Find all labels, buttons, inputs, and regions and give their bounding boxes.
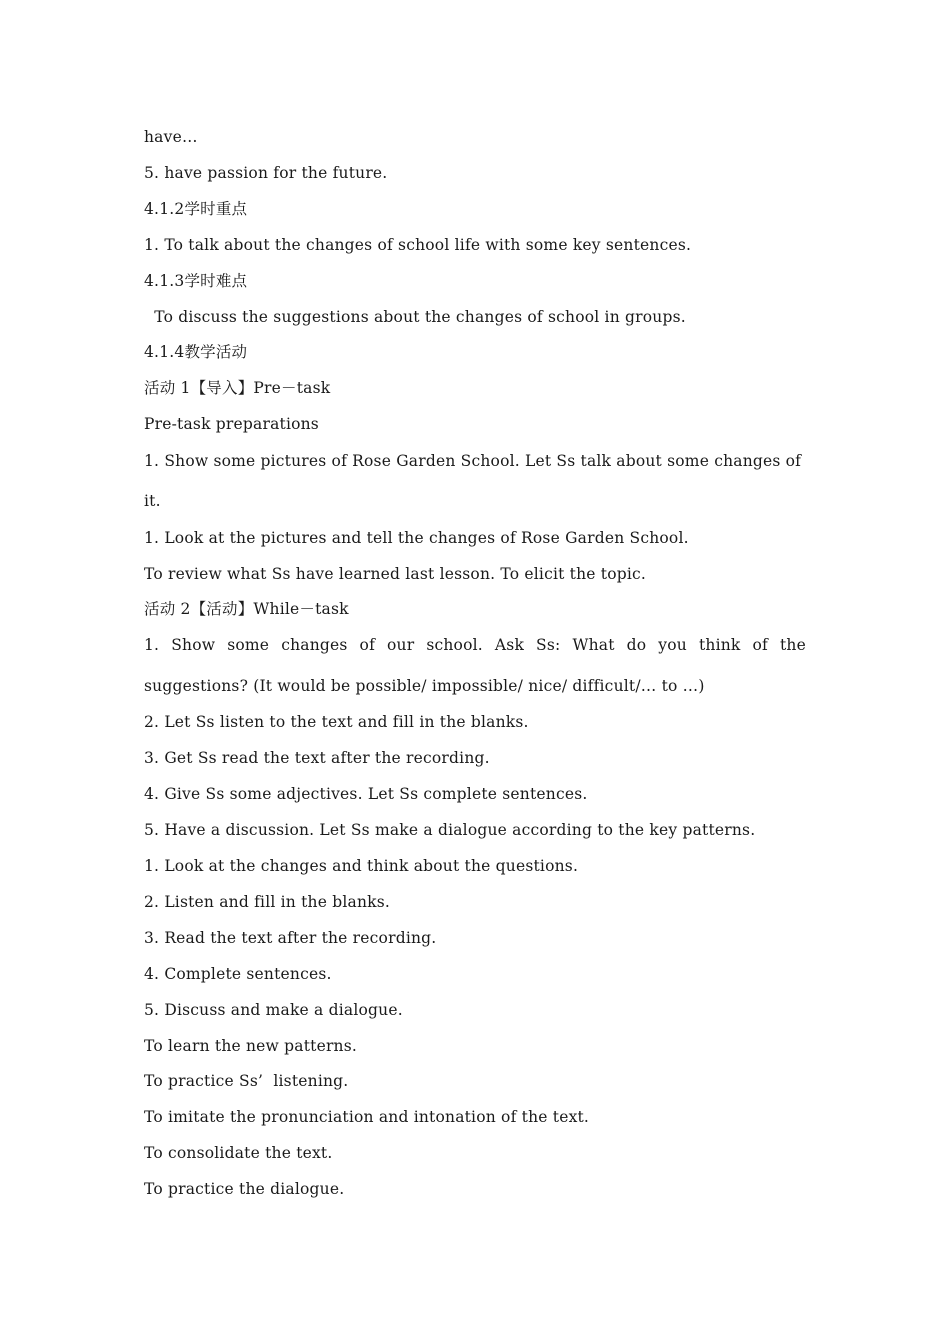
text-line: 4. Give Ss some adjectives. Let Ss complete sentences. xyxy=(144,785,588,803)
word: school. xyxy=(426,636,483,654)
text-line: To practice the dialogue. xyxy=(144,1180,345,1198)
text-line: To review what Ss have learned last lesson. To elicit the topic. xyxy=(144,565,647,583)
section-heading: 4.1.2学时重点 xyxy=(144,200,248,218)
text-line: 2. Listen and fill in the blanks. xyxy=(144,893,390,911)
text-line: 2. Let Ss listen to the text and fill in the blanks. xyxy=(144,713,529,731)
word: changes xyxy=(281,636,348,654)
text-line: To learn the new patterns. xyxy=(144,1037,358,1055)
text-line: To practice Ss’ listening. xyxy=(144,1072,349,1090)
text-line: 3. Get Ss read the text after the recording. xyxy=(144,749,490,767)
text-line: have… xyxy=(144,128,198,146)
text-line-justified xyxy=(144,635,806,655)
activity-heading: 活动 1【导入】Pre－task xyxy=(144,379,331,397)
word: Show xyxy=(171,636,216,654)
text-line: 5. Discuss and make a dialogue. xyxy=(144,1001,403,1019)
text-line: 1. To talk about the changes of school life with some key sentences. xyxy=(144,236,692,254)
text-line: To imitate the pronunciation and intonation of the text. xyxy=(144,1108,590,1126)
word: do xyxy=(626,636,647,654)
activity-heading: 活动 2【活动】While－task xyxy=(144,600,349,618)
section-heading: 4.1.4教学活动 xyxy=(144,343,248,361)
word: our xyxy=(387,636,415,654)
word: you xyxy=(658,636,687,654)
text-line: 4. Complete sentences. xyxy=(144,965,332,983)
word: 1. xyxy=(144,636,160,654)
text-line: Pre-task preparations xyxy=(144,415,319,433)
text-line: 3. Read the text after the recording. xyxy=(144,929,437,947)
word: some xyxy=(227,636,270,654)
word: of xyxy=(359,636,375,654)
text-line: suggestions? (It would be possible/ impossible/ nice/ difficult/… to …) xyxy=(144,677,705,695)
text-line: 5. Have a discussion. Let Ss make a dialogue according to the key patterns. xyxy=(144,821,756,839)
word: think xyxy=(698,636,741,654)
text-line: 1. Show some pictures of Rose Garden School. Let Ss talk about some changes of xyxy=(144,452,802,470)
text-line: 5. have passion for the future. xyxy=(144,164,388,182)
word: Ss: xyxy=(536,636,561,654)
word: of xyxy=(752,636,768,654)
word: the xyxy=(779,636,806,654)
text-line: 1. Look at the pictures and tell the changes of Rose Garden School. xyxy=(144,529,689,547)
text-line: it. xyxy=(144,492,161,510)
text-line: To consolidate the text. xyxy=(144,1144,333,1162)
word: Ask xyxy=(494,636,525,654)
text-line: 1. Look at the changes and think about the questions. xyxy=(144,857,579,875)
section-heading: 4.1.3学时难点 xyxy=(144,272,248,290)
text-line: To discuss the suggestions about the changes of school in groups. xyxy=(144,308,686,326)
word: What xyxy=(572,636,615,654)
